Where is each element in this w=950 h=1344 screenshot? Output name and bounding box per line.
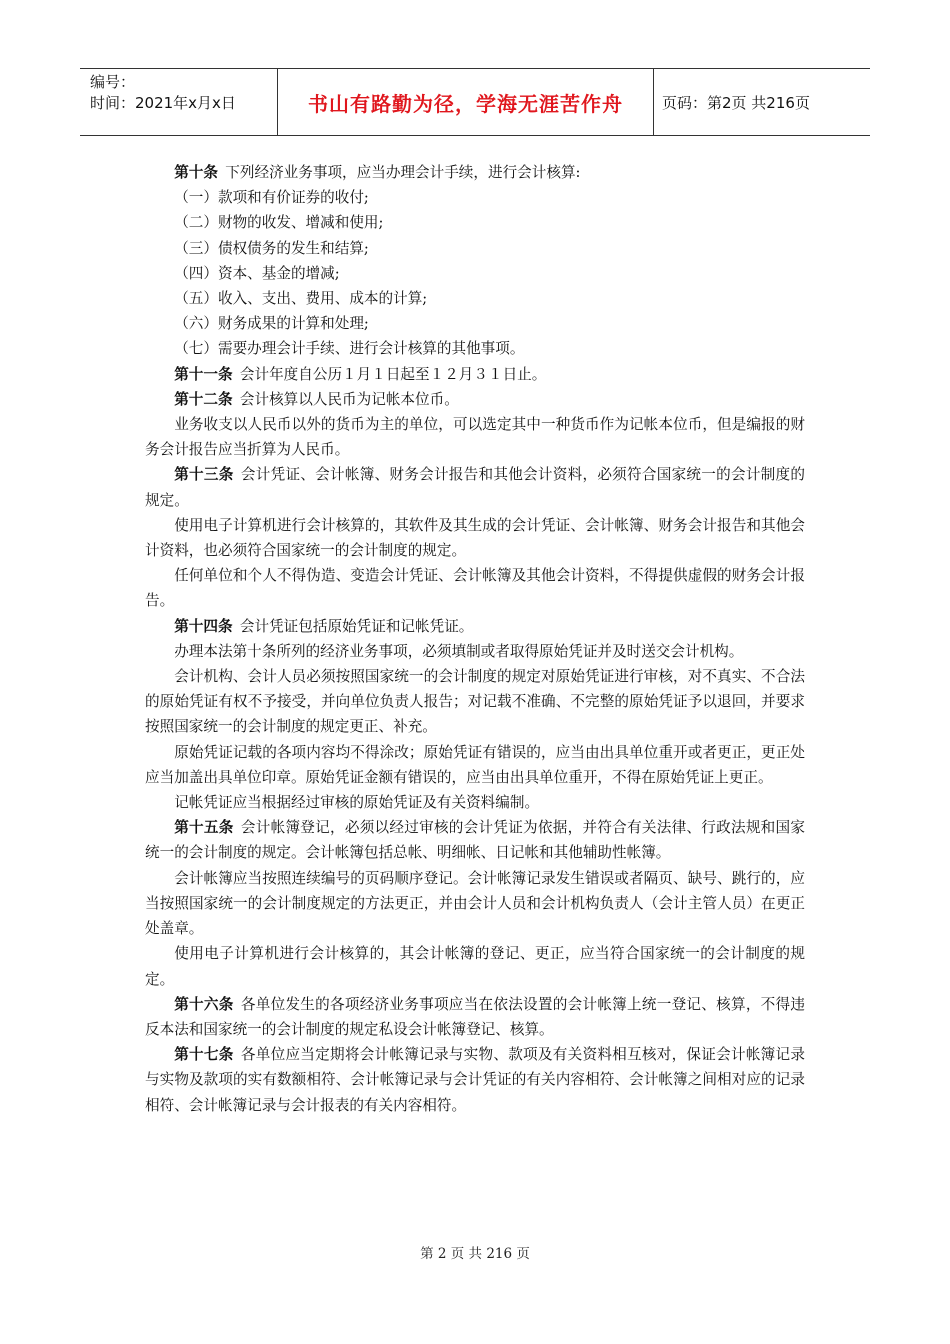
article-16 (145, 992, 805, 1042)
article-11 (145, 362, 805, 387)
paragraph: 会计机构、会计人员必须按照国家统一的会计制度的规定对原始凭证进行审核，对不真实、不合法的原始凭证有权不予接受，并向单位负责人报告；对记载不准确、不完整的原始凭证予以退回，并要求按照国家统一的会计制度的规定更正、补充。 (145, 668, 805, 736)
article-label: 第十六条 (174, 995, 234, 1013)
article-text: 各单位发生的各项经济业务事项应当在依法设置的会计帐簿上统一登记、核算，不得违反本法和国家统一的会计制度的规定私设会计帐簿登记、核算。 (145, 995, 805, 1038)
article-17 (145, 1042, 805, 1118)
paragraph: 使用电子计算机进行会计核算的，其会计帐簿的登记、更正，应当符合国家统一的会计制度的规定。 (145, 945, 805, 988)
article-label: 第十条 (174, 164, 218, 181)
article-14 (145, 614, 805, 639)
page-footer: 第 2 页 共 216 页 (420, 1246, 530, 1262)
article-15 (145, 815, 805, 865)
list-item: （三）债权债务的发生和结算; (174, 239, 369, 257)
article-text: 会计年度自公历１月１日起至１２月３１日止。 (239, 365, 547, 383)
article-text: 会计帐簿登记，必须以经过审核的会计凭证为依据，并符合有关法律、行政法规和国家统一的会计制度的规定。会计帐簿包括总帐、明细帐、日记帐和其他辅助性帐簿。 (145, 819, 805, 862)
header-meta (80, 69, 278, 135)
paragraph: 会计帐簿应当按照连续编号的页码顺序登记。会计帐簿记录发生错误或者隔页、缺号、跳行的，应当按照国家统一的会计制度规定的方法更正，并由会计人员和会计机构负责人（会计主管人员）在更正处盖章。 (145, 869, 805, 938)
document-number-label: 编号： (90, 73, 136, 91)
article-label: 第十三条 (174, 466, 234, 484)
article-label: 第十五条 (174, 819, 234, 837)
list-item: （六）财务成果的计算和处理; (174, 315, 369, 333)
article-label: 第十一条 (174, 365, 233, 383)
article-label: 第十七条 (174, 1046, 234, 1064)
list-item: （四）资本、基金的增减; (174, 264, 340, 282)
article-text: 下列经济业务事项，应当办理会计手续，进行会计核算: (225, 164, 581, 181)
list-item: （七）需要办理会计手续、进行会计核算的其他事项。 (174, 340, 525, 358)
paragraph: 办理本法第十条所列的经济业务事项，必须填制或者取得原始凭证并及时送交会计机构。 (174, 642, 744, 660)
page-header (80, 68, 870, 136)
article-label: 第十四条 (174, 617, 233, 635)
article-13 (145, 462, 805, 512)
header-motto: 书山有路勤为径，学海无涯苦作舟 (278, 69, 654, 135)
article-12 (145, 387, 805, 412)
article-text: 各单位应当定期将会计帐簿记录与实物、款项及有关资料相互核对，保证会计帐簿记录与实物及款项的实有数额相符、会计帐簿记录与会计凭证的有关内容相符、会计帐簿之间相对应的记录相符、会计帐簿记录与会计报表的有关内容相符。 (145, 1046, 805, 1114)
list-item: （一）款项和有价证券的收付; (174, 189, 369, 207)
paragraph: 任何单位和个人不得伪造、变造会计凭证、会计帐簿及其他会计资料，不得提供虚假的财务会计报告。 (145, 567, 805, 610)
paragraph: 原始凭证记载的各项内容均不得涂改；原始凭证有错误的，应当由出具单位重开或者更正，更正处应当加盖出具单位印章。原始凭证金额有错误的，应当由出具单位重开，不得在原始凭证上更正。 (145, 743, 805, 786)
article-text: 会计凭证、会计帐簿、财务会计报告和其他会计资料，必须符合国家统一的会计制度的规定。 (145, 466, 805, 509)
paragraph: 业务收支以人民币以外的货币为主的单位，可以选定其中一种货币作为记帐本位币，但是编报的财务会计报告应当折算为人民币。 (145, 416, 805, 459)
list-item: （二）财物的收发、增减和使用; (174, 214, 384, 232)
list-item: （五）收入、支出、费用、成本的计算; (174, 290, 428, 308)
paragraph: 记帐凭证应当根据经过审核的原始凭证及有关资料编制。 (174, 794, 540, 812)
document-date: 时间：2021年x月x日 (90, 94, 236, 112)
article-text: 会计核算以人民币为记帐本位币。 (239, 390, 459, 408)
article-label: 第十二条 (174, 390, 233, 408)
document-body (145, 160, 805, 1118)
article-text: 会计凭证包括原始凭证和记帐凭证。 (239, 617, 474, 635)
paragraph: 使用电子计算机进行会计核算的，其软件及其生成的会计凭证、会计帐簿、财务会计报告和其他会计资料，也必须符合国家统一的会计制度的规定。 (145, 516, 805, 560)
article-10 (145, 160, 805, 185)
header-page-info: 页码：第2页 共216页 (662, 93, 810, 112)
